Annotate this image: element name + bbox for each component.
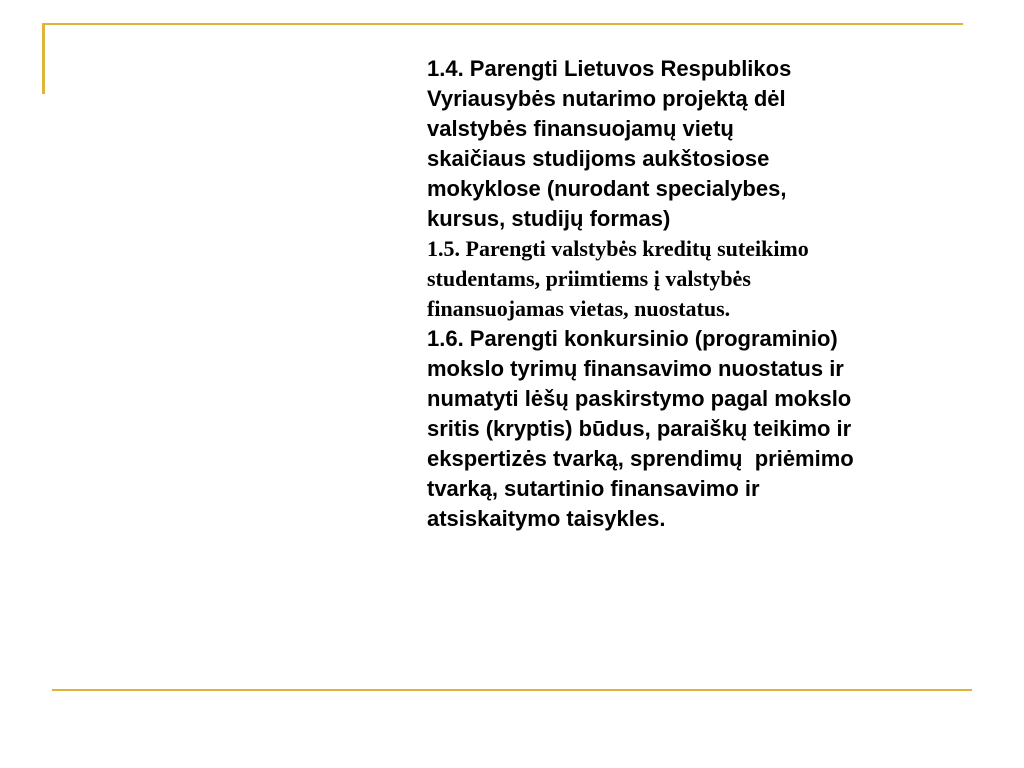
text-line: valstybės finansuojamų vietų	[427, 116, 734, 141]
top-decorative-rule	[42, 23, 963, 25]
paragraph-1-6	[427, 324, 997, 534]
text-line: mokyklose (nurodant specialybes,	[427, 176, 787, 201]
text-line: 1.4. Parengti Lietuvos Respublikos	[427, 56, 792, 81]
text-line: Vyriausybės nutarimo projektą dėl	[427, 86, 786, 111]
text-line: sritis (kryptis) būdus, paraiškų teikimo ir	[427, 416, 852, 441]
text-line: skaičiaus studijoms aukštosiose	[427, 146, 770, 171]
text-line: finansuojamas vietas, nuostatus.	[427, 296, 731, 321]
bottom-decorative-rule	[52, 689, 972, 691]
text-line: ekspertizės tvarką, sprendimų priėmimo	[427, 446, 854, 471]
paragraph-1-4	[427, 54, 997, 234]
text-line: studentams, priimtiems į valstybės	[427, 266, 751, 291]
text-line: mokslo tyrimų finansavimo nuostatus ir	[427, 356, 844, 381]
slide-body-text	[427, 54, 997, 534]
text-line: atsiskaitymo taisykles.	[427, 506, 666, 531]
text-line: tvarką, sutartinio finansavimo ir	[427, 476, 760, 501]
text-line: numatyti lėšų paskirstymo pagal mokslo	[427, 386, 852, 411]
text-line: 1.5. Parengti valstybės kreditų suteikimo	[427, 236, 809, 261]
text-line: kursus, studijų formas)	[427, 206, 671, 231]
paragraph-1-5	[427, 234, 997, 324]
text-line: 1.6. Parengti konkursinio (programinio)	[427, 326, 838, 351]
left-decorative-rule	[42, 23, 45, 94]
